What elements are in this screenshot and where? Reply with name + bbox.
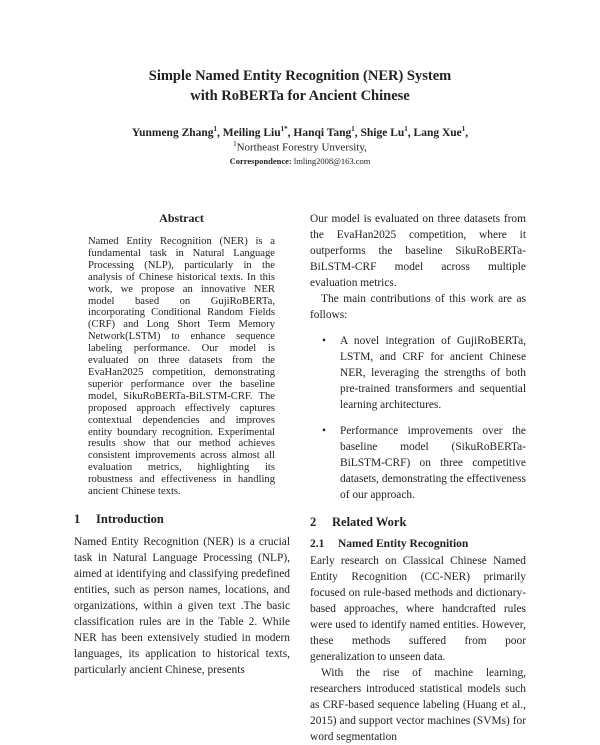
left-column — [74, 211, 290, 678]
right-column — [310, 211, 526, 745]
affiliation-mark: 1 — [233, 140, 237, 148]
correspondence-label: Correspondence: — [229, 156, 292, 166]
subsection-title: Named Entity Recognition — [338, 538, 469, 550]
author-list: Yunmeng Zhang$^1$, Meiling Liu$^{1*}$, Hanqi Tang$^1$, Shige Lu$^1$, Lang Xue$^1$, — [131, 125, 469, 139]
abstract-text: Named Entity Recognition (NER) is a fundamental task in Natural Language Processing (NLP), particularly in the analysis of Chinese historical texts. In this work, we propose an innovative NER model based on GujiRoBERTa, incorporating Conditional Random Fields (CRF) and Long Short Term Memory Network(LSTM) to enhance sequence labeling performance. Our model is evaluated on three datasets from the EvaHan2025 competition, demonstrating superior performance over the baseline model, SikuRoBERTa-BiLSTM-CRF. The proposed approach effectively captures contextual dependencies and improves entity boundary recognition. Experimental results show that our method achieves consistent improvements across almost all evaluation metrics, highlighting its robustness and effectiveness in handling ancient Chinese texts. — [88, 236, 275, 498]
author: Shige Lu — [360, 126, 405, 139]
list-item: • A novel integration of GujiRoBERTa, LSTM, and CRF for ancient Chinese NER, leveraging the strengths of both pre-trained transformers and sequential learning architectures. — [318, 333, 526, 413]
author-mark: 1 — [213, 125, 218, 133]
contributions-list — [310, 333, 526, 503]
correspondence-email: lmling2008@163.com — [293, 156, 371, 166]
section-heading-related-work — [310, 513, 526, 531]
section-title: Related Work — [332, 515, 407, 529]
author-mark: 1 — [404, 125, 408, 133]
section-title: Introduction — [96, 511, 164, 526]
affiliation-name: Northeast Forestry Unversity, — [236, 141, 367, 154]
title-line-2: with RoBERTa for Ancient Chinese — [190, 88, 410, 104]
introduction-text: Named Entity Recognition (NER) is a crucial task in Natural Language Processing (NLP), aimed at identifying and classifying predefined entities, such as person names, locations, and organizations, within a given text .The basic classification rules are in the Table 2. While NER has been extensively studied in modern languages, its application to historical texts, particularly ancient Chinese, presents — [74, 535, 290, 676]
affiliation — [0, 140, 600, 154]
list-item: • Performance improvements over the baseline model (SikuRoBERTa-BiLSTM-CRF) on three competitive datasets, demonstrating the effectiveness of our approach. — [318, 423, 526, 503]
author: Yunmeng Zhang — [131, 126, 214, 139]
abstract-heading: Abstract — [159, 211, 204, 225]
paragraph: Early research on Classical Chinese Named Entity Recognition (CC-NER) primarily focused on rule-based methods and dictionary-based approaches, where handcrafted rules were used to identify named entities. However, these methods suffered from poor generalization to unseen data. — [310, 555, 526, 663]
author-mark: 1* — [280, 125, 288, 133]
paragraph: With the rise of machine learning, researchers introduced statistical models such as CRF-based sequence labeling (Huang et al., 2015) and support vector machines (SVMs) for word segmentation — [310, 667, 526, 743]
section-heading-introduction — [74, 510, 290, 528]
paper-title — [0, 66, 600, 106]
subsection-heading-ner — [310, 535, 526, 553]
author: Lang Xue — [413, 126, 462, 139]
author-mark: 1 — [351, 125, 355, 133]
author-mark: 1 — [461, 125, 466, 133]
subsection-number: 2.1 — [310, 538, 325, 550]
correspondence — [0, 156, 600, 166]
section-number: 2 — [310, 515, 317, 529]
section-number: 1 — [74, 511, 81, 526]
author: Hanqi Tang — [293, 126, 352, 139]
title-line-1: Simple Named Entity Recognition (NER) System — [148, 68, 452, 84]
paragraph: Our model is evaluated on three datasets from the EvaHan2025 competition, where it outperforms the baseline SikuRoBERTa-BiLSTM-CRF model across multiple evaluation metrics. — [310, 213, 526, 289]
paragraph: The main contributions of this work are as follows: — [310, 293, 526, 321]
author: Meiling Liu — [222, 126, 281, 139]
